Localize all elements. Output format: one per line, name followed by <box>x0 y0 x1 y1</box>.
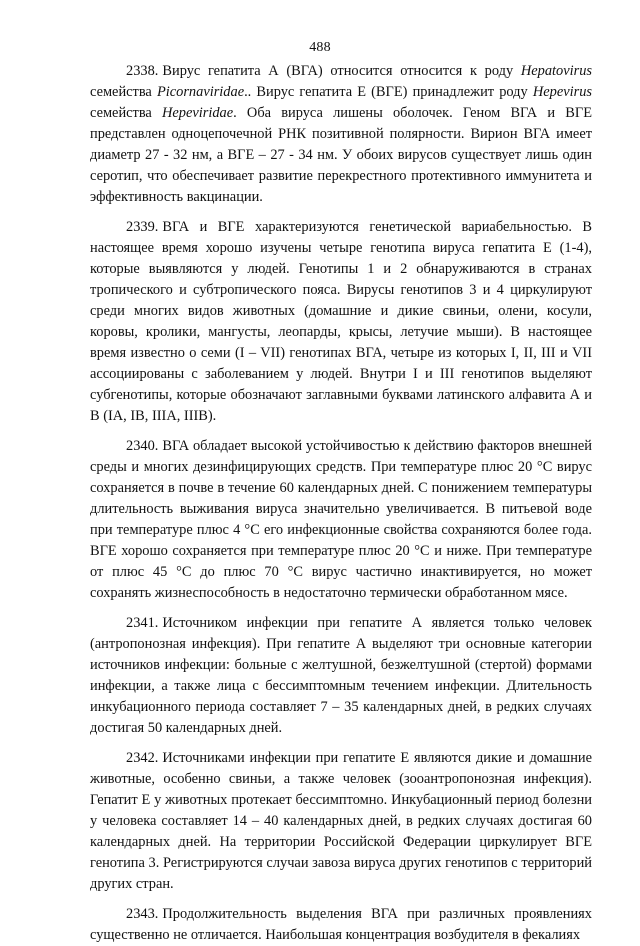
paragraph-number: 2343. <box>126 906 159 922</box>
paragraph-text: Источниками инфекции при гепатите Е являются дикие и домашние животные, особенно свиньи, а также человек (зооантропонозная инфекция). Гепатит Е у животных протекает бессимптомно. Инкубационный период болезни у человека составляет 14 – 40 календарных дней, в редких случаях достигая 60 календарных дней. На территории Российской Федерации циркулирует ВГЕ генотипа 3. Регистрируются случаи завоза вируса других генотипов с территорий других стран. <box>90 750 592 892</box>
paragraph-text: семейства <box>90 105 163 121</box>
paragraph-number: 2339. <box>126 219 159 235</box>
paragraph-text: семейства <box>90 84 157 100</box>
paragraph-2339 <box>90 217 592 427</box>
paragraph-text: . Оба вируса лишены оболочек. Геном ВГА и ВГЕ представлен одноцепочечной РНК позитивной полярности. Вирион ВГА имеет диаметр 27 - 32 нм, а ВГЕ – 27 - 34 нм. У обоих вирусов существует лишь один серотип, что обеспечивает развитие перекрестного протективного иммунитета и эффективность вакцинации. <box>90 105 592 205</box>
paragraph-number: 2342. <box>126 750 159 766</box>
paragraph-text: Вирус гепатита А (ВГА) относится относится к роду <box>162 63 521 79</box>
document-body <box>90 61 592 946</box>
latin-term: Hepatovirus <box>520 63 592 79</box>
latin-term: Hepeviridae <box>162 105 234 121</box>
paragraph-number: 2340. <box>126 438 159 454</box>
paragraph-text: Источником инфекции при гепатите А является только человек (антропонозная инфекция). При гепатите А выделяют три основные категории источников инфекции: больные с желтушной, безжелтушной (стертой) формами инфекции, а также лица с бессимптомным течением инфекции. Длительность инкубационного периода составляет 7 – 35 календарных дней, в редких случаях достигая 50 календарных дней. <box>90 615 592 736</box>
paragraph-text: .. Вирус гепатита Е (ВГЕ) принадлежит роду <box>244 84 533 100</box>
paragraph-number: 2338. <box>126 63 159 79</box>
paragraph-text: ВГА обладает высокой устойчивостью к действию факторов внешней среды и многих дезинфицирующих средств. При температуре плюс 20 °С вирус сохраняется в почве в течение 60 календарных дней. С понижением температуры длительность выживания вируса значительно увеличивается. В питьевой воде при температуре плюс 4 °С его инфекционные свойства сохраняются более года. ВГЕ хорошо сохраняется при температуре плюс 20 °С и ниже. При температуре от плюс 45 °С до плюс 70 °С вирус частично инактивируется, но может сохранять жизнеспособность в недостаточно термически обработанном мясе. <box>90 438 592 601</box>
latin-term: Hepevirus <box>532 84 592 100</box>
paragraph-number: 2341. <box>126 615 159 631</box>
page-number: 488 <box>309 40 331 55</box>
paragraph-2338 <box>90 61 592 208</box>
paragraph-text: Продолжительность выделения ВГА при различных проявлениях существенно не отличается. Наибольшая концентрация возбудителя в фекалиях <box>90 906 592 943</box>
paragraph-2341 <box>90 613 592 739</box>
latin-term: Picornaviridae <box>156 84 245 100</box>
paragraph-2342 <box>90 748 592 895</box>
paragraph-text: ВГА и ВГЕ характеризуются генетической вариабельностью. В настоящее время хорошо изучены четыре генотипа вируса гепатита Е (1-4), которые выявляются у людей. Генотипы 1 и 2 обнаруживаются в странах тропического и субтропического пояса. Вирусы генотипов 3 и 4 циркулируют среди многих видов животных (домашние и дикие свиньи, олени, косули, коровы, кролики, мангусты, леопарды, крысы, летучие мыши). В настоящее время известно о семи (I – VII) генотипах ВГА, четыре из которых I, II, III и VII ассоциированы с заболеванием у людей. Внутри I и III генотипов выделяют субгенотипы, которые обозначают заглавными буквами латинского алфавита А и В (IA, IB, IIIA, IIIB). <box>90 219 592 424</box>
paragraph-2343 <box>90 904 592 946</box>
paragraph-2340 <box>90 436 592 604</box>
